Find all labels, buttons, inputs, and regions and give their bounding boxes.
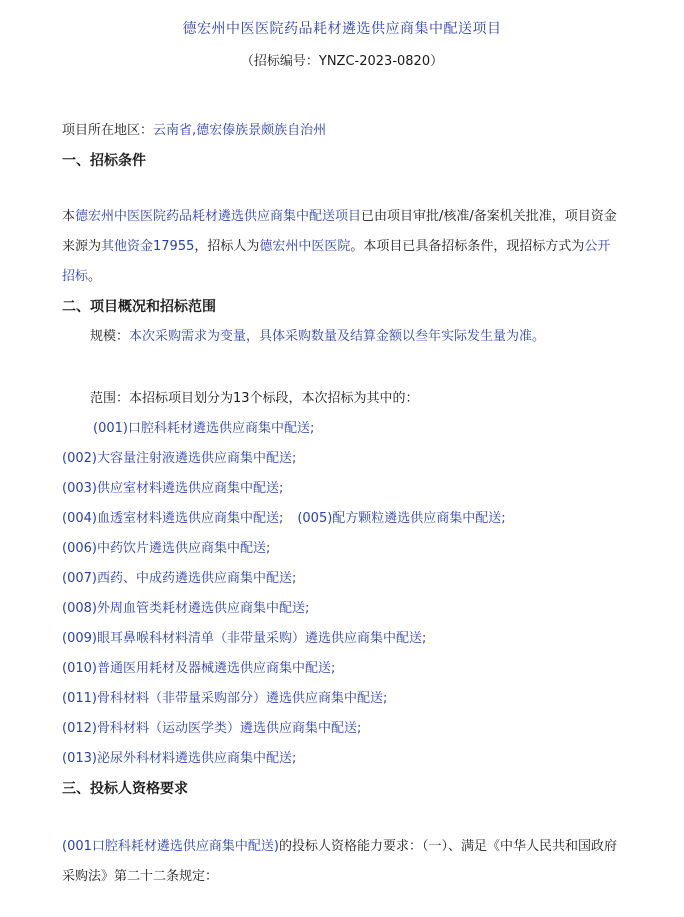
lot-item: (013)泌尿外科材料遴选供应商集中配送; xyxy=(62,751,297,766)
buyer-name: 德宏州中医医院 xyxy=(259,239,351,254)
section2-heading: 二、项目概况和招标范围 xyxy=(62,299,216,315)
section1-paragraph xyxy=(62,202,622,292)
project-location xyxy=(62,122,326,140)
location-value: 云南省,德宏傣族景颇族自治州 xyxy=(153,123,327,138)
qualification-text: 的投标人资格能力要求：（一）、满足《中华人民共和国政府采购法》第二十二条规定： xyxy=(62,839,617,884)
p1-part-c: ，招标人为 xyxy=(194,239,260,254)
p1-part-b: 已由项目审批/核准/备案机关批准，项目资金来源为 xyxy=(62,209,617,254)
tender-method: 公开招标 xyxy=(62,239,611,284)
project-name: 德宏州中医医院药品耗材遴选供应商集中配送项目 xyxy=(75,209,362,224)
lot-item: (001)口腔科耗材遴选供应商集中配送; xyxy=(93,421,315,436)
lot-item: (005)配方颗粒遴选供应商集中配送; xyxy=(297,511,506,526)
lot-item: (009)眼耳鼻喉科材料清单（非带量采购）遴选供应商集中配送; xyxy=(62,631,427,646)
lot-item: (007)西药、中成药遴选供应商集中配送; xyxy=(62,571,297,586)
lot-item: (003)供应室材料遴选供应商集中配送; xyxy=(62,481,284,496)
scale-text: 本次采购需求为变量，具体采购数量及结算金额以叁年实际发生量为准。 xyxy=(129,329,546,344)
lot-item: (011)骨科材料（非带量采购部分）遴选供应商集中配送; xyxy=(62,691,388,706)
p1-part-a: 本 xyxy=(62,209,76,224)
lot-item: (008)外周血管类耗材遴选供应商集中配送; xyxy=(62,601,310,616)
tender-number: （招标编号：YNZC-2023-0820） xyxy=(240,54,444,69)
lot-reference: (001口腔科耗材遴选供应商集中配送) xyxy=(62,839,279,854)
section3-heading: 三、投标人资格要求 xyxy=(62,781,188,797)
range-text: 范围：本招标项目划分为13个标段，本次招标为其中的： xyxy=(90,391,419,406)
scale-paragraph xyxy=(62,322,622,352)
lot-item: (010)普通医用耗材及器械遴选供应商集中配送; xyxy=(62,661,336,676)
section1-heading: 一、招标条件 xyxy=(62,153,146,169)
document-title: 德宏州中医医院药品耗材遴选供应商集中配送项目 xyxy=(182,21,502,37)
lot-item: (002)大容量注射液遴选供应商集中配送; xyxy=(62,451,297,466)
lot-item: (004)血透室材料遴选供应商集中配送; (005)配方颗粒遴选供应商集中配送; xyxy=(62,511,506,526)
lot-item: (006)中药饮片遴选供应商集中配送; xyxy=(62,541,271,556)
fund-source: 其他资金17955 xyxy=(101,239,195,254)
scale-label: 规模： xyxy=(90,329,130,344)
p1-part-d: 。本项目已具备招标条件，现招标方式为 xyxy=(350,239,585,254)
p1-part-e: 。 xyxy=(88,269,102,284)
lot-item: (012)骨科材料（运动医学类）遴选供应商集中配送; xyxy=(62,721,362,736)
location-label: 项目所在地区： xyxy=(62,123,154,138)
section3-paragraph xyxy=(62,832,622,892)
